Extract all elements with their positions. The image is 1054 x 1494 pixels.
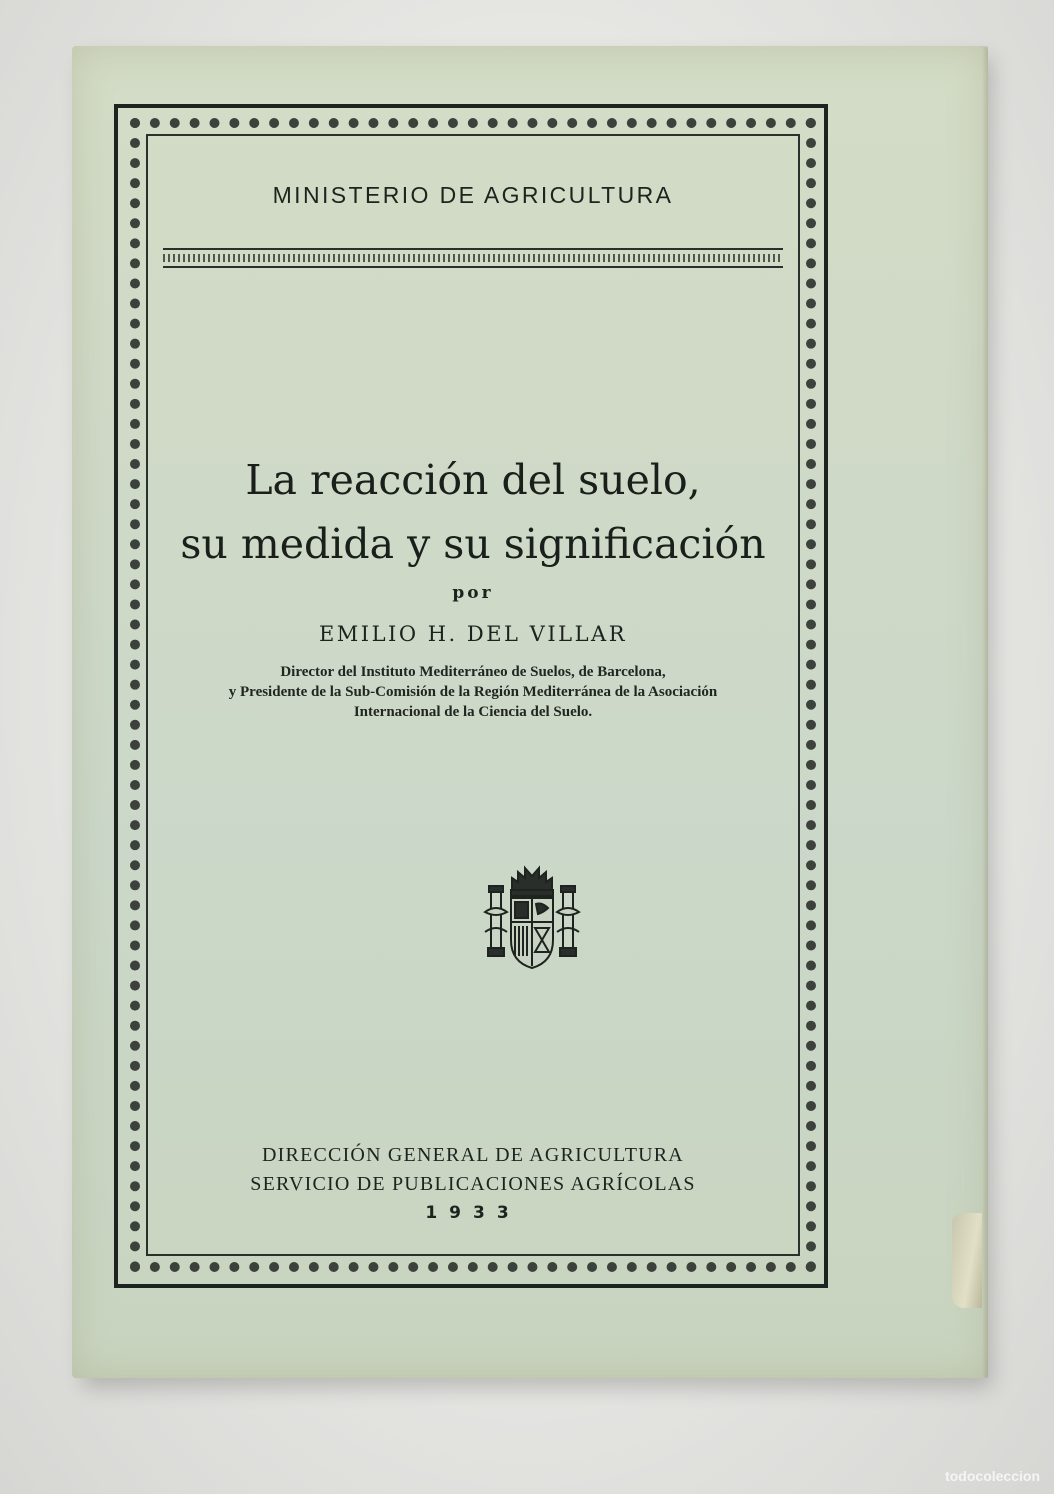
title-line-2: su medida y su significación bbox=[180, 520, 766, 568]
decorative-rule bbox=[163, 248, 783, 270]
author-name: EMILIO H. DEL VILLAR bbox=[318, 622, 628, 646]
publication-year: 1933 bbox=[425, 1203, 521, 1223]
affiliation-line-1: Director del Instituto Mediterráneo de Suelos, de Barcelona, bbox=[280, 664, 666, 680]
publisher-line-1: DIRECCIÓN GENERAL DE AGRICULTURA bbox=[262, 1144, 684, 1166]
ministry-heading: MINISTERIO DE AGRICULTURA bbox=[272, 182, 674, 208]
cover-edge bbox=[982, 46, 988, 1378]
coat-of-arms-icon bbox=[479, 860, 585, 976]
watermark-logo: todocoleccion bbox=[945, 1468, 1040, 1484]
affiliation-line-3: Internacional de la Ciencia del Suelo. bbox=[353, 704, 593, 720]
book-title bbox=[130, 448, 816, 576]
by-label: por bbox=[452, 583, 494, 603]
worn-corner bbox=[952, 1213, 982, 1308]
affiliation-line-2: y Presidente de la Sub-Comisión de la Región Mediterránea de la Asociación bbox=[228, 684, 718, 700]
publisher-line-2: SERVICIO DE PUBLICACIONES AGRÍCOLAS bbox=[250, 1173, 696, 1195]
title-line-1: La reacción del suelo, bbox=[245, 456, 701, 504]
